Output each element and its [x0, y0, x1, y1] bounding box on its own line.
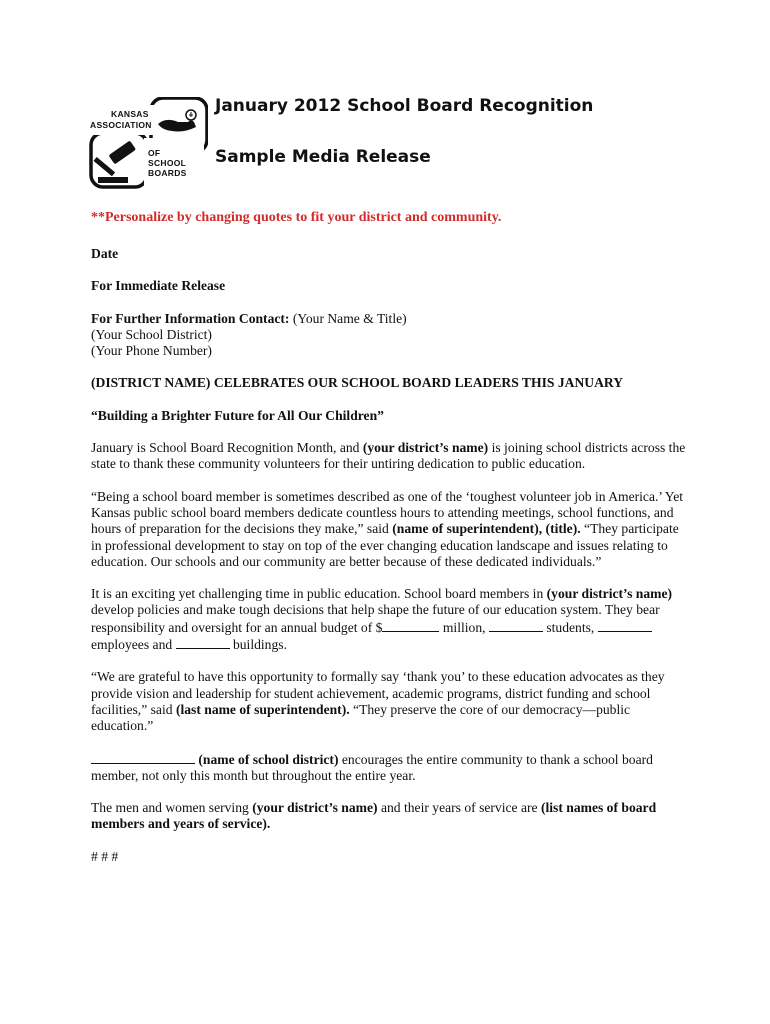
release-body [91, 246, 691, 881]
paragraph-5 [91, 751, 691, 785]
logo-text-school: SCHOOL [148, 158, 187, 168]
p5-text-c: encourages the entire community to thank a school board member, not only this month but throughout the entire year. [91, 751, 653, 783]
p1-text-a: January is School Board Recognition Month, and [91, 440, 363, 456]
contact-label: For Further Information Contact: [91, 310, 290, 326]
p3-text-g: buildings. [229, 637, 287, 653]
p6-placeholder-members: (list names of board members and years of service). [91, 800, 657, 832]
paragraph-3 [91, 586, 691, 653]
tagline: “Building a Brighter Future for All Our Children” [91, 407, 384, 423]
p6-text-c: and their years of service are [377, 800, 541, 816]
p6-text-a: The men and women serving [91, 800, 253, 816]
p3-text-c: develop policies and make tough decisions that help shape the future of our education system. They bear responsibility and oversight for an annual budget of $ [91, 602, 660, 635]
contact-phone: (Your Phone Number) [91, 343, 212, 359]
document-subtitle: Sample Media Release [215, 147, 431, 167]
paragraph-2 [91, 489, 691, 570]
paragraph-4 [91, 669, 691, 734]
p2-placeholder-superintendent: (name of superintendent), (title). [392, 521, 581, 537]
end-mark: # # # [91, 848, 119, 864]
paragraph-1 [91, 440, 691, 473]
kasb-logo [88, 97, 208, 189]
logo-text-of: OF [148, 148, 161, 158]
p6-placeholder-district: (your district’s name) [252, 800, 378, 816]
release-label: For Immediate Release [91, 278, 226, 294]
contact-name-title: (Your Name & Title) [289, 310, 407, 326]
personalize-note: **Personalize by changing quotes to fit your district and community. [91, 210, 502, 225]
date-label: Date [91, 246, 119, 261]
p3-placeholder-district: (your district’s name) [546, 586, 672, 602]
p2-text-a: “Being a school board member is sometimes described as one of the ‘toughest volunteer job in America.’ Yet Kansas public school board members dedicate countless hours to attending meetings, school functions, and hours of preparation for the decisions they make,” said [91, 488, 684, 537]
contact-block [91, 311, 691, 360]
budget-blank [382, 619, 439, 632]
headline: (DISTRICT NAME) CELEBRATES OUR SCHOOL BOARD LEADERS THIS JANUARY [91, 375, 624, 391]
p3-text-d: million, [439, 619, 489, 635]
p3-text-f: employees and [91, 637, 176, 653]
p3-text-a: It is an exciting yet challenging time in public education. School board members in [91, 586, 547, 602]
p4-text-a: “We are grateful to have this opportunity to formally say ‘thank you’ to these education advocates as they provide vision and leadership for student achievement, academic programs, district funding and school facilities,” said [91, 669, 665, 717]
paragraph-6 [91, 800, 691, 833]
p5-placeholder-district: (name of school district) [198, 751, 339, 767]
contact-district: (Your School District) [91, 326, 212, 342]
p4-placeholder-superintendent: (last name of superintendent). [175, 701, 350, 717]
district-name-blank [91, 751, 195, 764]
document-title: January 2012 School Board Recognition [215, 96, 594, 116]
buildings-blank [176, 636, 230, 649]
p1-text-c: is joining school districts across the state to thank these community volunteers for their untiring dedication to public education. [91, 440, 686, 472]
p4-text-c: “They preserve the core of our democracy—public education.” [91, 701, 631, 734]
logo-text-boards: BOARDS [148, 168, 187, 178]
p3-text-e: students, [542, 619, 598, 635]
logo-text-association: ASSOCIATION [90, 120, 152, 130]
students-blank [489, 619, 543, 632]
employees-blank [598, 619, 652, 632]
p2-text-c: “They participate in professional development to stay on top of the ever changing education landscape and issues relating to education. Our schools and our community are better because of these dedicated individuals.” [91, 521, 679, 569]
logo-text-kansas: KANSAS [111, 109, 149, 119]
p1-placeholder-district: (your district’s name) [362, 440, 489, 456]
